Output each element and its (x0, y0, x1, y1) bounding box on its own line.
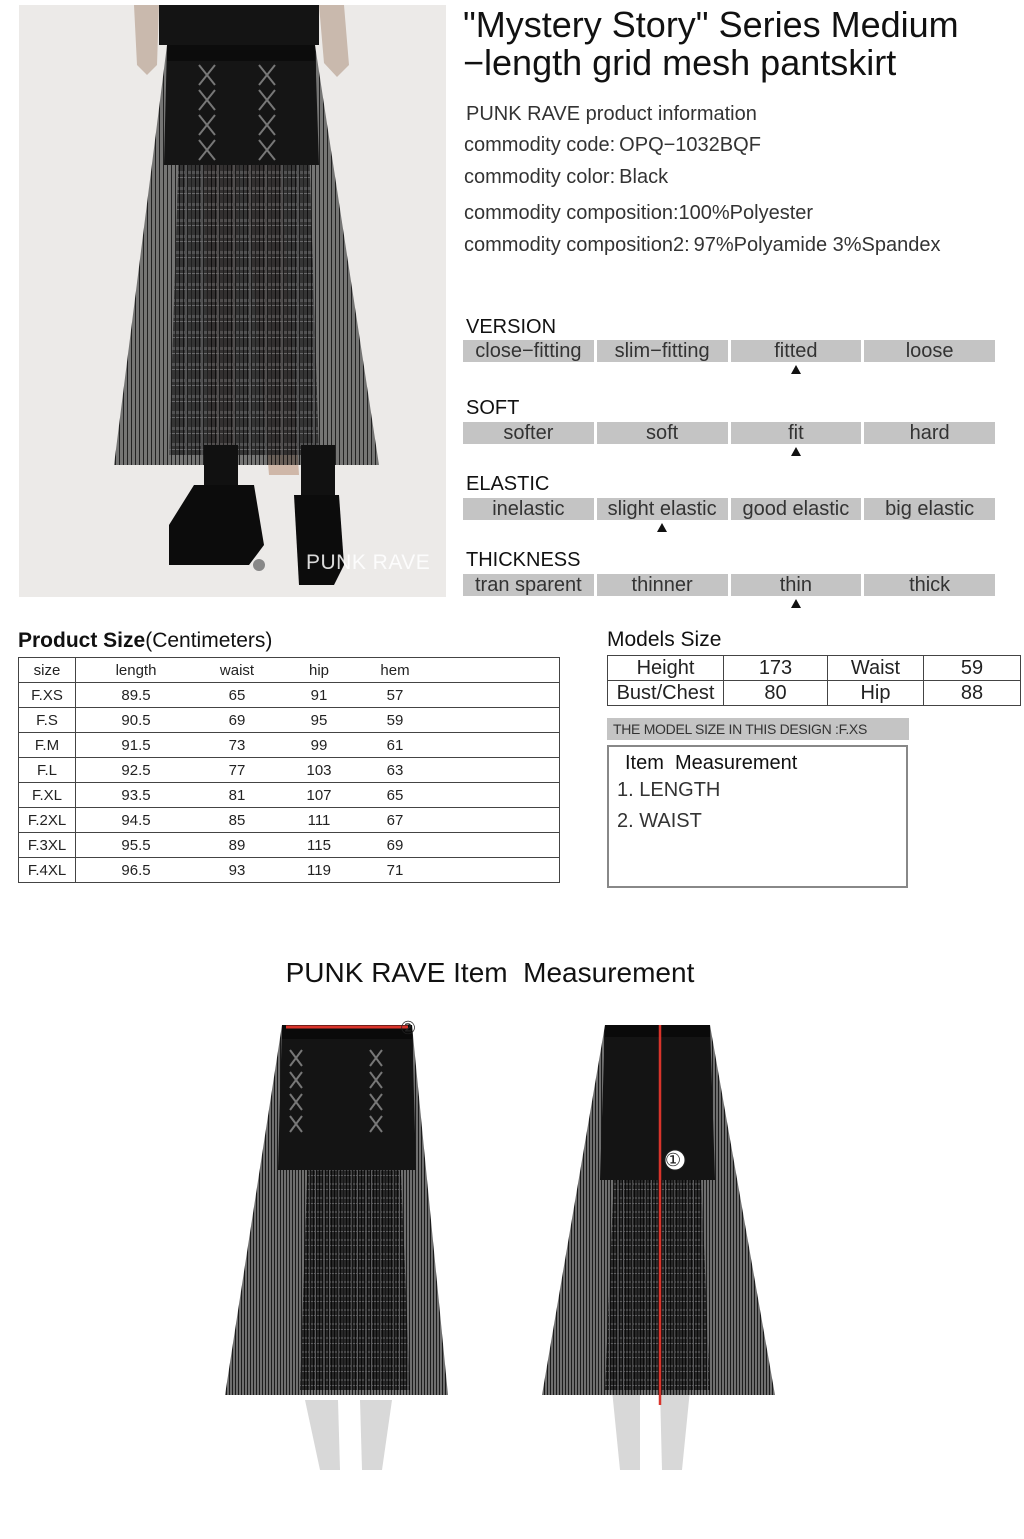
table-row (19, 808, 560, 833)
front-view-skirt (225, 1025, 448, 1470)
item-measurement-heading: Item Measurement (625, 752, 798, 774)
scale-option: close−fitting (463, 340, 594, 362)
scale-option: good elastic (731, 498, 862, 520)
table-cell: 88 (924, 681, 1021, 706)
table-cell-empty (430, 683, 560, 708)
column-header: size (19, 658, 76, 683)
table-cell: F.XL (19, 783, 76, 808)
attribute-label: VERSION (466, 316, 557, 338)
table-cell-empty (430, 708, 560, 733)
table-cell: 111 (278, 808, 360, 833)
selected-marker-icon (657, 523, 667, 532)
table-cell: Waist (828, 656, 924, 681)
info-value: 97%Polyamide 3%Spandex (693, 234, 941, 256)
table-cell: 91 (278, 683, 360, 708)
table-row (19, 833, 560, 858)
scale-option: big elastic (864, 498, 995, 520)
table-cell-empty (430, 783, 560, 808)
table-cell: 85 (196, 808, 278, 833)
table-cell-empty (430, 833, 560, 858)
attribute-label: THICKNESS (466, 549, 581, 571)
scale-option: inelastic (463, 498, 594, 520)
table-cell: 107 (278, 783, 360, 808)
item-measurement-box (607, 745, 908, 888)
table-cell: 99 (278, 733, 360, 758)
product-title: "Mystery Story" Series Medium −length grid mesh pantskirt (463, 4, 959, 83)
table-cell: 93 (196, 858, 278, 883)
info-key: commodity code: (464, 134, 616, 156)
product-size-unit: (Centimeters) (145, 629, 273, 652)
models-size-table (607, 655, 1021, 706)
table-cell: 65 (360, 783, 430, 808)
table-cell: 94.5 (76, 808, 197, 833)
table-cell: 119 (278, 858, 360, 883)
info-row-composition2 (464, 234, 940, 257)
scale-option: thin (731, 574, 862, 596)
table-cell: 65 (196, 683, 278, 708)
table-cell: 96.5 (76, 858, 197, 883)
info-value: OPQ−1032BQF (619, 134, 761, 156)
photo-watermark: PUNK RAVE (306, 551, 431, 574)
table-cell: Height (608, 656, 724, 681)
column-header-empty (430, 658, 560, 683)
column-header: hip (278, 658, 360, 683)
info-value: 100%Polyester (678, 202, 814, 224)
scale-option: soft (597, 422, 728, 444)
table-row (19, 683, 560, 708)
table-cell: 91.5 (76, 733, 197, 758)
info-key: commodity color: (464, 166, 616, 188)
measurement-diagram (220, 1010, 800, 1480)
scale-option: slight elastic (597, 498, 728, 520)
scale-option: fitted (731, 340, 862, 362)
table-cell: 77 (196, 758, 278, 783)
table-cell: 63 (360, 758, 430, 783)
measurement-section-title: PUNK RAVE Item Measurement (285, 957, 695, 988)
table-cell: 90.5 (76, 708, 197, 733)
scale-option: softer (463, 422, 594, 444)
scale-option: thinner (597, 574, 728, 596)
column-header: waist (196, 658, 278, 683)
selected-marker-icon (791, 447, 801, 456)
table-row (19, 708, 560, 733)
scale-option: slim−fitting (597, 340, 728, 362)
length-marker: ① (665, 1150, 682, 1171)
table-cell: 73 (196, 733, 278, 758)
table-row (19, 858, 560, 883)
scale-option: loose (864, 340, 995, 362)
table-cell-empty (430, 733, 560, 758)
models-size-title: Models Size (607, 628, 722, 651)
table-row (19, 783, 560, 808)
table-cell: F.4XL (19, 858, 76, 883)
scale-option: thick (864, 574, 995, 596)
selected-marker-icon (791, 365, 801, 374)
table-cell: F.S (19, 708, 76, 733)
table-cell: 89 (196, 833, 278, 858)
table-cell: 93.5 (76, 783, 197, 808)
attribute-label: SOFT (466, 397, 520, 419)
table-cell: 103 (278, 758, 360, 783)
table-cell: 67 (360, 808, 430, 833)
product-photo (19, 5, 446, 597)
info-row-color (464, 166, 668, 189)
product-size-heading: Product Size (18, 629, 146, 652)
table-cell: 115 (278, 833, 360, 858)
selected-marker-icon (791, 599, 801, 608)
table-cell: 59 (360, 708, 430, 733)
product-size-title (18, 629, 272, 653)
attribute-scale (463, 574, 995, 596)
waist-marker: ② (400, 1018, 417, 1039)
info-row-code (464, 134, 761, 157)
model-photo-illustration (19, 5, 446, 597)
table-row (608, 681, 1021, 706)
info-value: Black (619, 166, 669, 188)
table-cell: F.M (19, 733, 76, 758)
model-size-note: THE MODEL SIZE IN THIS DESIGN :F.XS (607, 718, 909, 740)
table-cell: 95.5 (76, 833, 197, 858)
attribute-scale (463, 498, 995, 520)
table-cell: F.XS (19, 683, 76, 708)
table-cell-empty (430, 758, 560, 783)
table-cell: 95 (278, 708, 360, 733)
table-cell: 69 (196, 708, 278, 733)
table-cell-empty (430, 808, 560, 833)
table-cell: Hip (828, 681, 924, 706)
table-cell: 92.5 (76, 758, 197, 783)
table-cell: F.2XL (19, 808, 76, 833)
table-cell: 61 (360, 733, 430, 758)
table-row (608, 656, 1021, 681)
column-header: hem (360, 658, 430, 683)
table-cell: F.3XL (19, 833, 76, 858)
scale-option: tran sparent (463, 574, 594, 596)
table-cell: 69 (360, 833, 430, 858)
table-cell: 59 (924, 656, 1021, 681)
info-key: commodity composition: (464, 202, 679, 224)
scale-option: hard (864, 422, 995, 444)
measurement-item-length: 1. LENGTH (617, 779, 721, 801)
table-cell: 71 (360, 858, 430, 883)
info-key: commodity composition2: (464, 234, 690, 256)
info-row-composition (464, 202, 813, 225)
product-size-table (18, 657, 560, 883)
table-cell: 89.5 (76, 683, 197, 708)
attribute-scale (463, 422, 995, 444)
back-view-skirt (542, 1025, 775, 1470)
scale-option: fit (731, 422, 862, 444)
measurement-item-waist: 2. WAIST (617, 810, 702, 832)
table-cell: F.L (19, 758, 76, 783)
attribute-label: ELASTIC (466, 473, 550, 495)
table-cell: 57 (360, 683, 430, 708)
table-row (19, 733, 560, 758)
attribute-scale (463, 340, 995, 362)
table-cell: 173 (724, 656, 828, 681)
table-header-row (19, 658, 560, 683)
info-heading: PUNK RAVE product information (466, 103, 757, 125)
table-cell: 80 (724, 681, 828, 706)
column-header: length (76, 658, 197, 683)
table-row (19, 758, 560, 783)
table-cell: 81 (196, 783, 278, 808)
table-cell-empty (430, 858, 560, 883)
table-cell: Bust/Chest (608, 681, 724, 706)
